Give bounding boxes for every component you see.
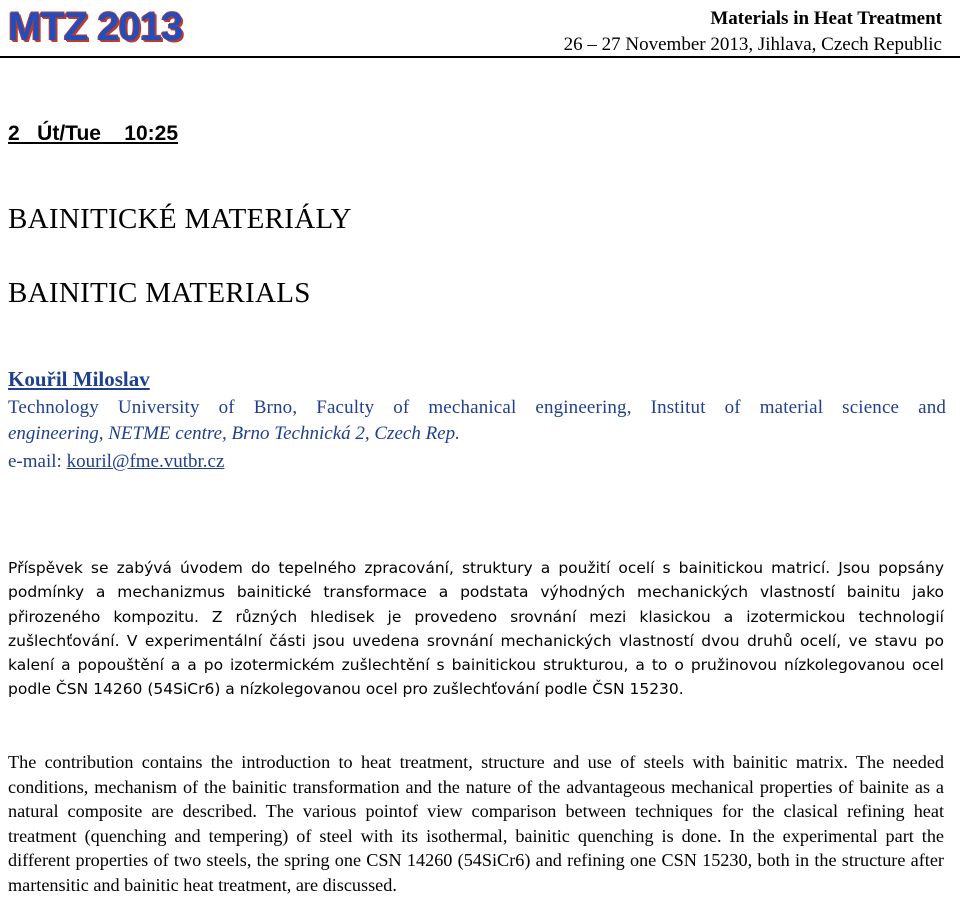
conference-date: 26 – 27 November 2013, Jihlava, Czech Republic bbox=[563, 34, 942, 55]
email-link[interactable]: kouril@fme.vutbr.cz bbox=[66, 451, 225, 472]
author-name: Kouřil Miloslav bbox=[8, 367, 150, 391]
conference-logo bbox=[8, 4, 182, 50]
abstract-english: The contribution contains the introduction to heat treatment, structure and use of steels with bainitic matrix. The needed conditions, mechanism of the bainitic transformation and the nature of the advantageous mechanical properties of bainite as a natural composite are described. The various pointof view comparison between techniques for the clasical refining heat treatment (quenching and tempering) of steel with its isothermal, bainitic quenching is done. In the experimental part the different properties of two steels, the spring one CSN 14260 (54SiCr6) and refining one CSN 15230, both in the structure after martensitic and bainitic heat treatment, are discussed. bbox=[8, 752, 944, 895]
header-divider bbox=[0, 56, 960, 58]
page-header bbox=[0, 0, 960, 58]
affiliation-line-1: Technology University of Brno, Faculty of mechanical engineering, Institut of material science and bbox=[8, 397, 946, 418]
email-label: e-mail: bbox=[8, 451, 67, 472]
session-label: 2 Út/Tue 10:25 bbox=[8, 122, 178, 145]
title-english: BAINITIC MATERIALS bbox=[8, 277, 311, 309]
abstract-czech: Příspěvek se zabývá úvodem do tepelného zpracování, struktury a použití ocelí s bainitickou matricí. Jsou popsány podmínky a mechanizmus bainitické transformace a podstata výhodných mechanických vlastností bainitu jako přirozeného kompozitu. Z různých hledisek je provedeno srovnání mezi klasickou a izotermickou technologií zušlechťování. V experimentální části jsou uvedena srovnání mechanických vlastností dvou druhů ocelí, ve stavu po kalení a popouštění a a po izotermickém zušlechtění s bainitickou strukturou, a to o pružinovou nízkolegovanou ocel podle ČSN 14260 (54SiCr6) a nízkolegovanou ocel pro zušlechťování podle ČSN 15230. bbox=[8, 559, 944, 699]
conference-title: Materials in Heat Treatment bbox=[710, 8, 942, 29]
conference-info bbox=[564, 6, 942, 58]
title-czech: BAINITICKÉ MATERIÁLY bbox=[8, 203, 352, 235]
author-email bbox=[8, 449, 224, 475]
logo-text: MTZ 2013 bbox=[8, 5, 183, 49]
affiliation-line-2: engineering, NETME centre, Brno Technická 2, Czech Rep. bbox=[8, 423, 460, 444]
